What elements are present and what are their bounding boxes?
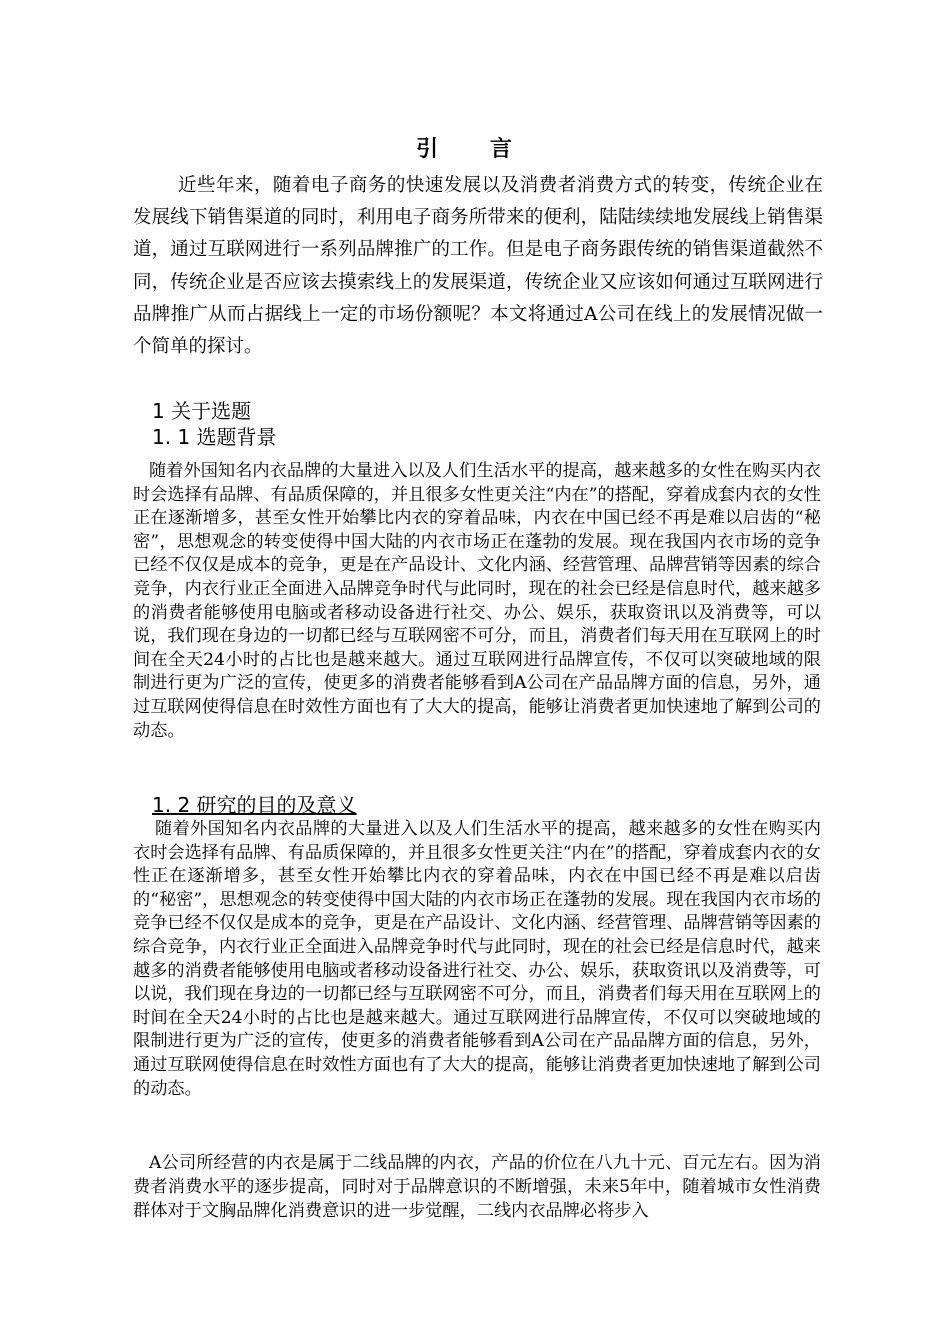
section-1-2-heading: 1. 2 研究的目的及意义 bbox=[152, 793, 357, 817]
section-1-2-paragraph: 随着外国知名内衣品牌的大量进入以及人们生活水平的提高，越来越多的女性在购买内衣时会选择有品牌、有品质保障的，并且很多女性更关注“内在”的搭配，穿着成套内衣的女性正在逐渐增多，甚至女性开始攀比内衣的穿着品味，内衣在中国已经不再是难以启齿的“秘密”，思想观念的转变使得中国大陆的内衣市场正在蓬勃的发展。现在我国内衣市场的竞争已经不仅仅是成本的竞争，更是在产品设计、文化内涵、经营管理、品牌营销等因素的综合竞争，内衣行业正全面进入品牌竞争时代与此同时，现在的社会已经是信息时代，越来越多的消费者能够使用电脑或者移动设备进行社交、办公、娱乐，获取资讯以及消费等，可以说，我们现在身边的一切都已经与互联网密不可分，而且，消费者们每天用在互联网上的时间在全天24小时的占比也是越来越大。通过互联网进行品牌宣传，不仅可以突破地域的限制进行更为广泛的宣传，使更多的消费者能够看到A公司在产品品牌方面的信息，另外，通过互联网使得信息在时效性方面也有了大大的提高，能够让消费者更加快速地了解到公司的动态。 bbox=[133, 819, 821, 1099]
section-1-heading: 1 关于选题 bbox=[152, 399, 252, 423]
section-1-1-paragraph: 随着外国知名内衣品牌的大量进入以及人们生活水平的提高，越来越多的女性在购买内衣时会选择有品牌、有品质保障的，并且很多女性更关注“内在”的搭配，穿着成套内衣的女性正在逐渐增多，甚至女性开始攀比内衣的穿着品味，内衣在中国已经不再是难以启齿的“秘密”，思想观念的转变使得中国大陆的内衣市场正在蓬勃的发展。现在我国内衣市场的竞争已经不仅仅是成本的竞争，更是在产品设计、文化内涵、经营管理、品牌营销等因素的综合竞争，内衣行业正全面进入品牌竞争时代与此同时，现在的社会已经是信息时代，越来越多的消费者能够使用电脑或者移动设备进行社交、办公、娱乐，获取资讯以及消费等，可以说，我们现在身边的一切都已经与互联网密不可分，而且，消费者们每天用在互联网上的时间在全天24小时的占比也是越来越大。通过互联网进行品牌宣传，不仅可以突破地域的限制进行更为广泛的宣传，使更多的消费者能够看到A公司在产品品牌方面的信息，另外，通过互联网使得信息在时效性方面也有了大大的提高，能够让消费者更加快速地了解到公司的动态。 bbox=[133, 461, 821, 741]
section-1-2-paragraph-2: A公司所经营的内衣是属于二线品牌的内衣，产品的价位在八九十元、百元左右。因为消费者消费水平的逐步提高，同时对于品牌意识的不断增强，未来5年中，随着城市女性消费群体对于文胸品牌化消费意识的进一步觉醒，二线内衣品牌必将步入 bbox=[133, 1153, 821, 1221]
section-1-1-heading: 1. 1 选题背景 bbox=[152, 425, 277, 449]
intro-paragraph: 近些年来，随着电子商务的快速发展以及消费者消费方式的转变，传统企业在发展线下销售渠道的同时，利用电子商务所带来的便利，陆陆续续地发展线上销售渠道，通过互联网进行一系列品牌推广的工作。但是电子商务跟传统的销售渠道截然不同，传统企业是否应该去摸索线上的发展渠道，传统企业又应该如何通过互联网进行品牌推广从而占据线上一定的市场份额呢？本文将通过A公司在线上的发展情况做一个简单的探讨。 bbox=[133, 175, 823, 358]
page-title: 引 言 bbox=[416, 136, 534, 162]
